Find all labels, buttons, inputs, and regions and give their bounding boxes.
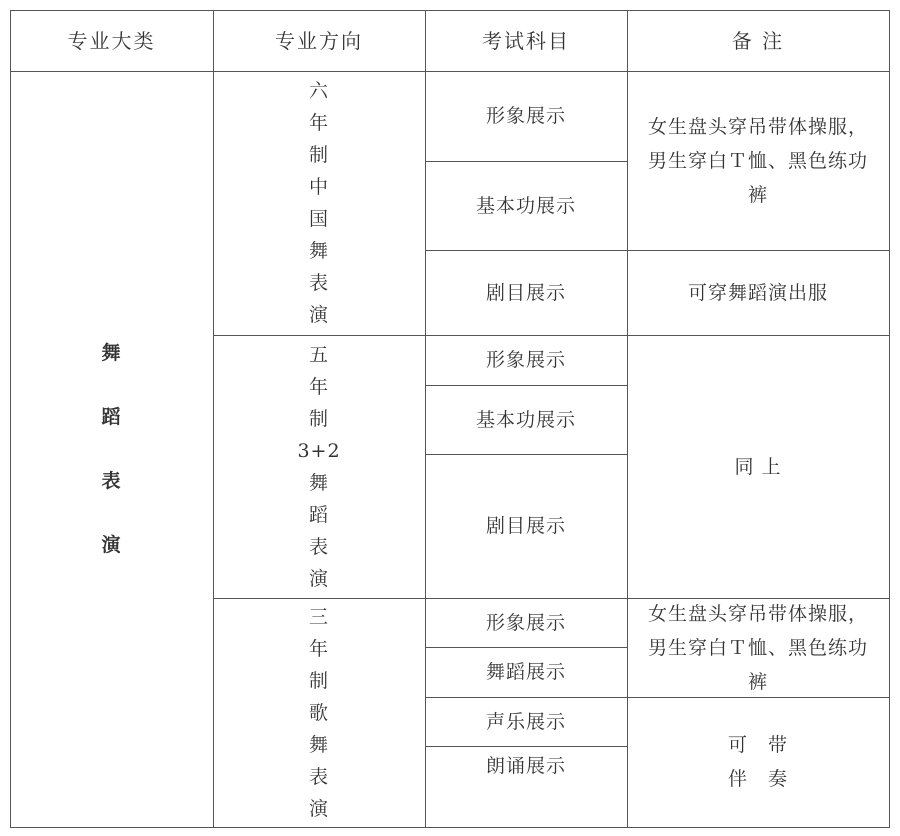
row-divider <box>213 335 890 336</box>
subject-cell: 形象展示 <box>485 105 566 127</box>
table-border <box>889 10 890 828</box>
remark-cell: 女生盘头穿吊带体操服， 男生穿白Ｔ恤、黑色练功 裤 <box>647 115 868 206</box>
row-divider <box>213 598 890 599</box>
column-divider <box>425 10 426 828</box>
remark-cell: 可穿舞蹈演出服 <box>687 281 828 304</box>
header-category: 专业大类 <box>67 28 156 53</box>
remark-cell: 女生盘头穿吊带体操服， 男生穿白Ｔ恤、黑色练功 裤 <box>647 602 868 693</box>
row-divider <box>425 746 627 747</box>
table-border <box>10 10 890 11</box>
remark-cell: 同 上 <box>734 455 782 478</box>
header-subjects: 考试科目 <box>482 28 570 53</box>
subject-cell: 声乐展示 <box>485 710 566 733</box>
subject-cell: 朗诵展示 <box>485 755 566 777</box>
subject-cell: 形象展示 <box>485 611 566 634</box>
table-border <box>10 827 890 828</box>
subject-cell: 剧目展示 <box>485 281 566 304</box>
row-divider <box>425 647 627 648</box>
column-divider <box>213 10 214 828</box>
row-divider <box>425 454 627 455</box>
subject-cell: 舞蹈展示 <box>485 661 566 683</box>
column-divider <box>627 10 628 828</box>
row-divider <box>10 71 890 72</box>
row-divider <box>425 250 890 251</box>
subject-cell: 剧目展示 <box>485 515 566 537</box>
row-divider <box>425 697 890 698</box>
category-cell: 舞 蹈 表 演 <box>101 342 122 556</box>
direction-three-year: 三 年 制 歌 舞 表 演 <box>308 605 329 820</box>
subject-cell: 基本功展示 <box>475 408 576 431</box>
row-divider <box>425 161 627 162</box>
subject-cell: 基本功展示 <box>475 194 576 217</box>
table-border <box>10 10 11 828</box>
header-remarks: 备 注 <box>731 28 785 53</box>
header-direction: 专业方向 <box>275 28 363 53</box>
direction-five-year: 五 年 制 3+2 舞 蹈 表 演 <box>297 343 341 590</box>
subject-cell: 形象展示 <box>485 349 566 371</box>
row-divider <box>425 385 627 386</box>
remark-cell: 可 带 伴 奏 <box>727 734 788 790</box>
direction-six-year: 六 年 制 中 国 舞 表 演 <box>308 80 329 326</box>
